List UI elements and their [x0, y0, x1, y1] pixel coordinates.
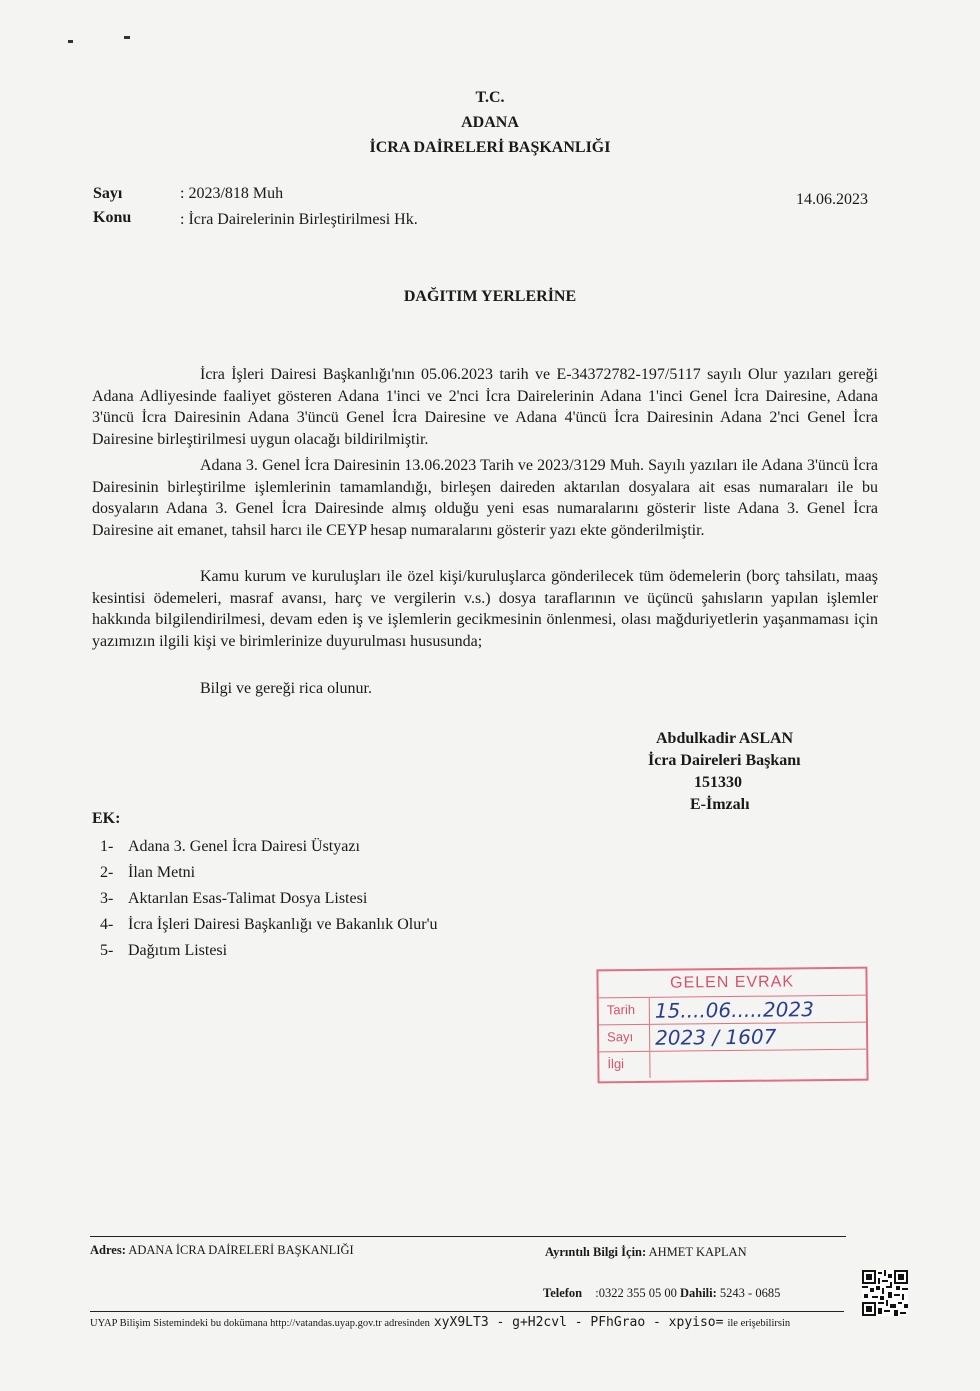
header-tc: T.C. — [475, 89, 505, 106]
attachment-text: Aktarılan Esas-Talimat Dosya Listesi — [128, 890, 368, 907]
header-institution: İCRA DAİRELERİ BAŞKANLIĞI — [369, 139, 611, 156]
konu-value: : İcra Dairelerinin Birleştirilmesi Hk. — [180, 211, 418, 228]
body-paragraph-4: Bilgi ve gereği rica olunur. — [200, 680, 372, 697]
stamp-row-reference — [599, 1050, 866, 1079]
extension-label: Dahili: — [679, 1286, 717, 1300]
stamp-title: GELEN EVRAK — [598, 969, 865, 999]
address-label: Adres: — [90, 1243, 126, 1257]
qr-code — [862, 1270, 908, 1316]
footer-phone — [543, 1286, 780, 1301]
body-paragraph-3: Kamu kurum ve kuruluşları ile özel kişi/kuruluşlarca gönderilecek tüm ödemelerin (borç tahsilatı, maaş kesintisi ödemeleri, masraf avansı, harç ve vergilerin v.s.) dosya taraflarının ve üçüncü şahısların yapılan işlemler hakkında bilgilendirilmesi, devam eden iş ve işlemlerin gecikmesinin önlenmesi, olası mağduriyetlerin yaşanmaması için yazımızın ilgili kişi ve birimlerinize duyurulması hususunda; — [92, 568, 878, 650]
attachment-text: Adana 3. Genel İcra Dairesi Üstyazı — [128, 838, 360, 855]
phone-value: :0322 355 05 00 — [595, 1286, 677, 1300]
list-item: 1- Adana 3. Genel İcra Dairesi Üstyazı — [100, 838, 360, 855]
list-item: 2- İlan Metni — [100, 864, 196, 881]
contact-label: Ayrıntılı Bilgi İçin: — [545, 1245, 647, 1259]
signatory-title: İcra Daireleri Başkanı — [648, 752, 801, 769]
list-item: 4- İcra İşleri Dairesi Başkanlığı ve Bakanlık Olur'u — [100, 916, 438, 933]
scan-speck — [68, 40, 73, 43]
list-item: 5- Dağıtım Listesi — [100, 942, 228, 959]
address-value: ADANA İCRA DAİRELERİ BAŞKANLIĞI — [128, 1243, 354, 1257]
signature-block — [638, 728, 801, 816]
stamp-date-label: Tarih — [606, 1002, 636, 1018]
contact-value: AHMET KAPLAN — [648, 1245, 747, 1259]
footer-contact — [545, 1245, 747, 1260]
body-paragraph-1: İcra İşleri Dairesi Başkanlığı'nın 05.06.2023 tarih ve E-34372782-197/5117 sayılı Olur yazıları gereği Adana Adliyesinde faaliyet gösteren Adana 1'inci ve 2'nci İcra Dairelerinin Adana 1'inci Genel İcra Dairesine, Adana 3'üncü İcra Dairesinin Adana 3'üncü Genel İcra Dairesine ve Adana 4'üncü İcra Dairesinin Adana 2'nci Genel İcra Dairesine birleştirilmesi uygun olacağı bildirilmiştir. — [92, 366, 878, 448]
stamp-number-label: Sayı — [607, 1029, 634, 1045]
sayi-label: Sayı — [93, 185, 123, 202]
stamp-date-value: 15....06.....2023 — [654, 997, 814, 1023]
header-city: ADANA — [461, 114, 519, 131]
footer-address — [90, 1243, 354, 1258]
stamp-reference-label: İlgi — [607, 1056, 625, 1072]
attachments-label: EK: — [92, 810, 121, 827]
uyap-code: xyX9LT3 - g+H2cvl - PFhGrao - xpyiso= — [433, 1315, 724, 1330]
uyap-suffix: ile erişebilirsin — [727, 1318, 791, 1329]
stamp-number-value: 2023 / 1607 — [655, 1024, 777, 1050]
attachment-text: Dağıtım Listesi — [128, 942, 228, 959]
attachment-text: İlan Metni — [128, 864, 196, 881]
stamp-row-number — [599, 1023, 866, 1053]
incoming-document-stamp — [596, 967, 868, 1084]
uyap-verification — [90, 1313, 790, 1331]
sayi-value: : 2023/818 Muh — [180, 185, 284, 202]
e-signature-note: E-İmzalı — [690, 796, 750, 813]
footer-bottom-divider — [90, 1311, 844, 1312]
footer-divider — [90, 1236, 846, 1237]
signatory-name: Abdulkadir ASLAN — [656, 730, 794, 747]
uyap-text: UYAP Bilişim Sistemindeki bu dokümana http://vatandas.uyap.gov.tr adresinden — [90, 1318, 430, 1329]
body-paragraph-2: Adana 3. Genel İcra Dairesinin 13.06.2023 Tarih ve 2023/3129 Muh. Sayılı yazıları ile Adana 3'üncü İcra Dairesinin birleştirilme işlemlerinin tamamlandığı, birleşen daireden aktarılan dosyalara ait esas numaraları ile bu dosyaların Adana 3. Genel İcra Dairesinde almış olduğu yeni esas numaralarını gösterir liste Adana 3. Genel İcra Dairesine ait emanet, tahsil harcı ile CEYP hesap numaralarını gösterir yazı ekte gönderilmiştir. — [92, 457, 878, 539]
phone-label: Telefon — [543, 1286, 583, 1300]
stamp-row-date — [599, 996, 866, 1026]
extension-value: 5243 - 0685 — [719, 1286, 781, 1300]
attachments-list — [100, 834, 437, 964]
attachment-text: İcra İşleri Dairesi Başkanlığı ve Bakanlık Olur'u — [128, 916, 438, 933]
recipient-heading: DAĞITIM YERLERİNE — [403, 288, 577, 305]
scan-speck — [124, 36, 130, 39]
konu-label: Konu — [93, 209, 132, 226]
list-item: 3- Aktarılan Esas-Talimat Dosya Listesi — [100, 890, 368, 907]
document-date: 14.06.2023 — [796, 191, 868, 208]
signatory-number: 151330 — [694, 774, 742, 791]
